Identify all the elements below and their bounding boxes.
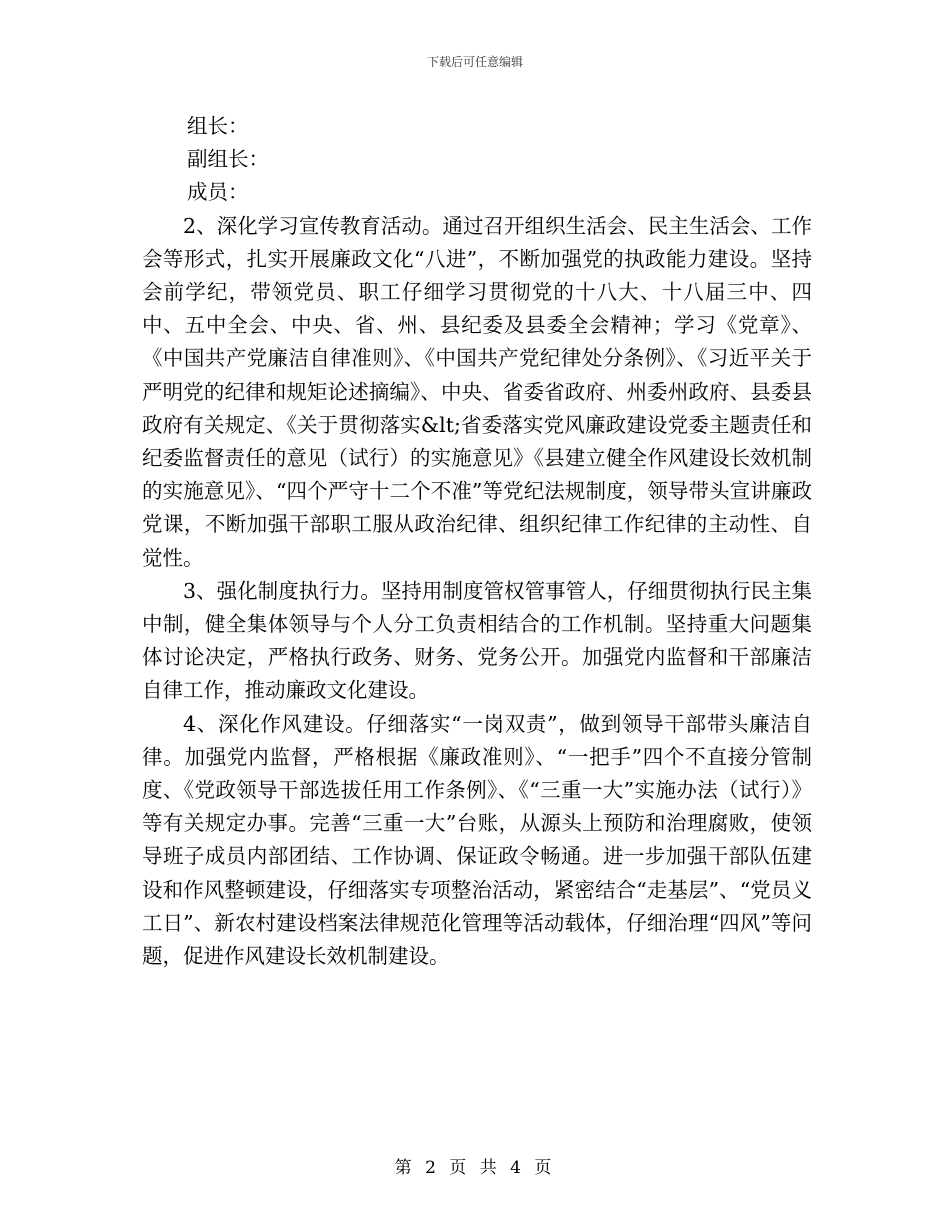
paragraph-study-education: 2、深化学习宣传教育活动。通过召开组织生活会、民主生活会、工作会等形式，扎实开展廉政文化“八进”，不断加强党的执政能力建设。坚持会前学纪，带领党员、职工仔细学习贯彻党的十八大、十八届三中、四中、五中全会、中央、省、州、县纪委及县委全会精神；学习《党章》、《中国共产党廉洁自律准则》、《中国共产党纪律处分条例》、《习近平关于严明党的纪律和规矩论述摘编》、中央、省委省政府、州委州政府、县委县政府有关规定、《关于贯彻落实&lt;省委落实党风廉政建设党委主题责任和纪委监督责任的意见（试行）的实施意见》《县建立健全作风建设长效机制的实施意见》、“四个严守十二个不准”等党纪法规制度，领导带头宣讲廉政党课，不断加强干部职工服从政治纪律、组织纪律工作纪律的主动性、自觉性。 [142, 213, 812, 570]
paragraph-system-execution: 3、强化制度执行力。坚持用制度管权管事管人，仔细贯彻执行民主集中制，健全集体领导与个人分工负责相结合的工作机制。坚持重大问题集体讨论决定，严格执行政务、财务、党务公开。加强党内监督和干部廉洁自律工作，推动廉政文化建设。 [142, 578, 812, 703]
deputy-leader-label: 副组长： [187, 147, 269, 172]
document-body [142, 110, 812, 973]
paragraph-work-style: 4、深化作风建设。仔细落实“一岗双责”，做到领导干部带头廉洁自律。加强党内监督，严格根据《廉政准则》、“一把手”四个不直接分管制度、《党政领导干部选拔任用工作条例》、《“三重一大”实施办法（试行）》等有关规定办事。完善“三重一大”台账，从源头上预防和治理腐败，使领导班子成员内部团结、工作协调、保证政令畅通。进一步加强干部队伍建设和作风整顿建设，仔细落实专项整治活动，紧密结合“走基层”、“党员义工日”、新农村建设档案法律规范化管理等活动载体，仔细治理“四风”等问题，促进作风建设长效机制建设。 [142, 711, 812, 969]
leader-label: 组长： [187, 114, 249, 138]
members-label: 成员： [187, 180, 249, 205]
page-header: 下载后可任意编辑 [426, 55, 523, 69]
page-number: 第 2 页 共 4 页 [394, 1158, 556, 1178]
